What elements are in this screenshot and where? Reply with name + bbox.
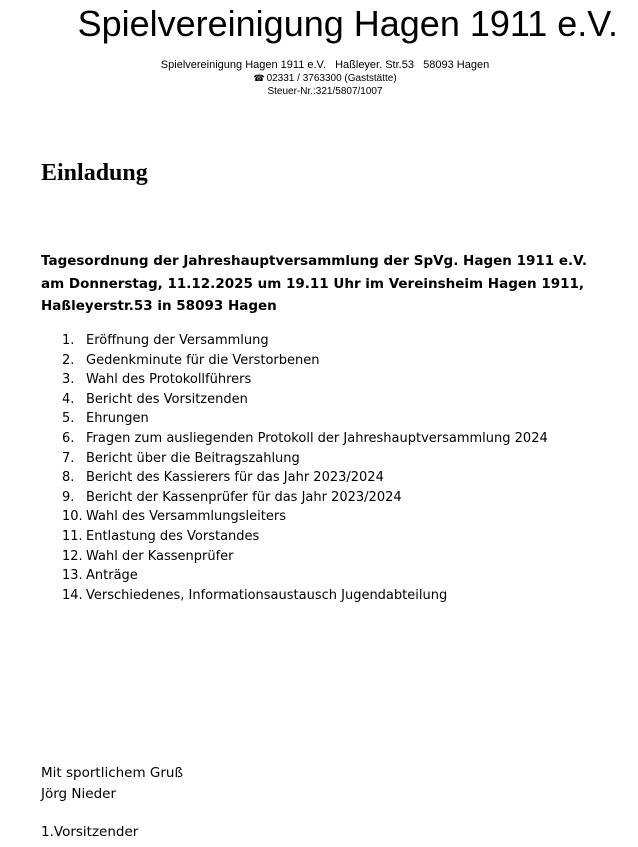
item-number: 6. [62,430,75,446]
list-item [62,586,548,606]
signer-name: Jörg Nieder [41,786,116,802]
item-number: 9. [62,489,75,505]
item-text: Eröffnung der Versammlung [86,333,269,348]
item-text: Bericht über die Beitragszahlung [86,450,300,466]
item-number: 11. [62,528,83,544]
agenda-title: Tagesordnung der Jahreshauptversammlung der SpVg. Hagen 1911 e.V. am Donnerstag, 11.12.2025 um 19.11 Uhr im Vereinsheim Hagen 1911, Haßleyerstr.53 in 58093 Hagen [41,253,587,314]
list-item [62,351,548,371]
item-text: Verschiedenes, Informationsaustausch Jugendabteilung [86,587,448,603]
list-item [62,488,548,508]
item-text: Entlastung des Vorstandes [86,528,260,544]
item-text: Ehrungen [86,411,149,427]
item-number: 13. [62,568,83,584]
item-number: 1. [62,333,75,348]
item-text: Wahl des Versammlungsleiters [86,509,286,525]
item-text: Gedenkminute für die Verstorbenen [86,352,320,368]
item-text: Bericht des Kassierers für das Jahr 2023/2024 [86,470,384,486]
item-number: 14. [62,587,83,603]
club-title: Spielvereinigung Hagen 1911 e.V. [77,3,618,44]
list-item [62,468,548,488]
item-number: 8. [62,470,75,486]
list-item [62,566,548,586]
item-text: Bericht der Kassenprüfer für das Jahr 2023/2024 [86,489,402,505]
item-number: 3. [62,372,75,388]
item-number: 7. [62,450,75,466]
address-line: Spielvereinigung Hagen 1911 e.V. Haßleyer. Str.53 58093 Hagen [160,59,490,71]
item-number: 2. [62,352,75,368]
list-item [62,547,548,567]
list-item [62,449,548,469]
item-text: Wahl der Kassenprüfer [86,548,234,564]
item-number: 4. [62,391,75,407]
agenda-list [62,331,548,605]
closing-greeting: Mit sportlichem Gruß [41,765,183,781]
tax-number-line: Steuer-Nr.:321/5807/1007 [267,86,383,97]
item-text: Bericht des Vorsitzenden [86,391,248,407]
item-text: Fragen zum ausliegenden Protokoll der Jahreshauptversammlung 2024 [86,430,548,446]
list-item [62,527,548,547]
item-number: 10. [62,509,83,525]
list-item [62,409,548,429]
signer-role: 1.Vorsitzender [41,824,139,840]
list-item [62,390,548,410]
list-item [62,429,548,449]
telephone-icon: ☎ [253,73,265,83]
phone-line-row [0,72,638,85]
item-number: 12. [62,548,83,564]
phone-line: 02331 / 3763300 (Gaststätte) [266,73,397,84]
list-item [62,331,548,351]
list-item [62,370,548,390]
item-text: Wahl des Protokollführers [86,372,252,388]
item-text: Anträge [86,568,138,584]
page-title: Einladung [41,160,148,186]
list-item [62,507,548,527]
item-number: 5. [62,411,75,427]
